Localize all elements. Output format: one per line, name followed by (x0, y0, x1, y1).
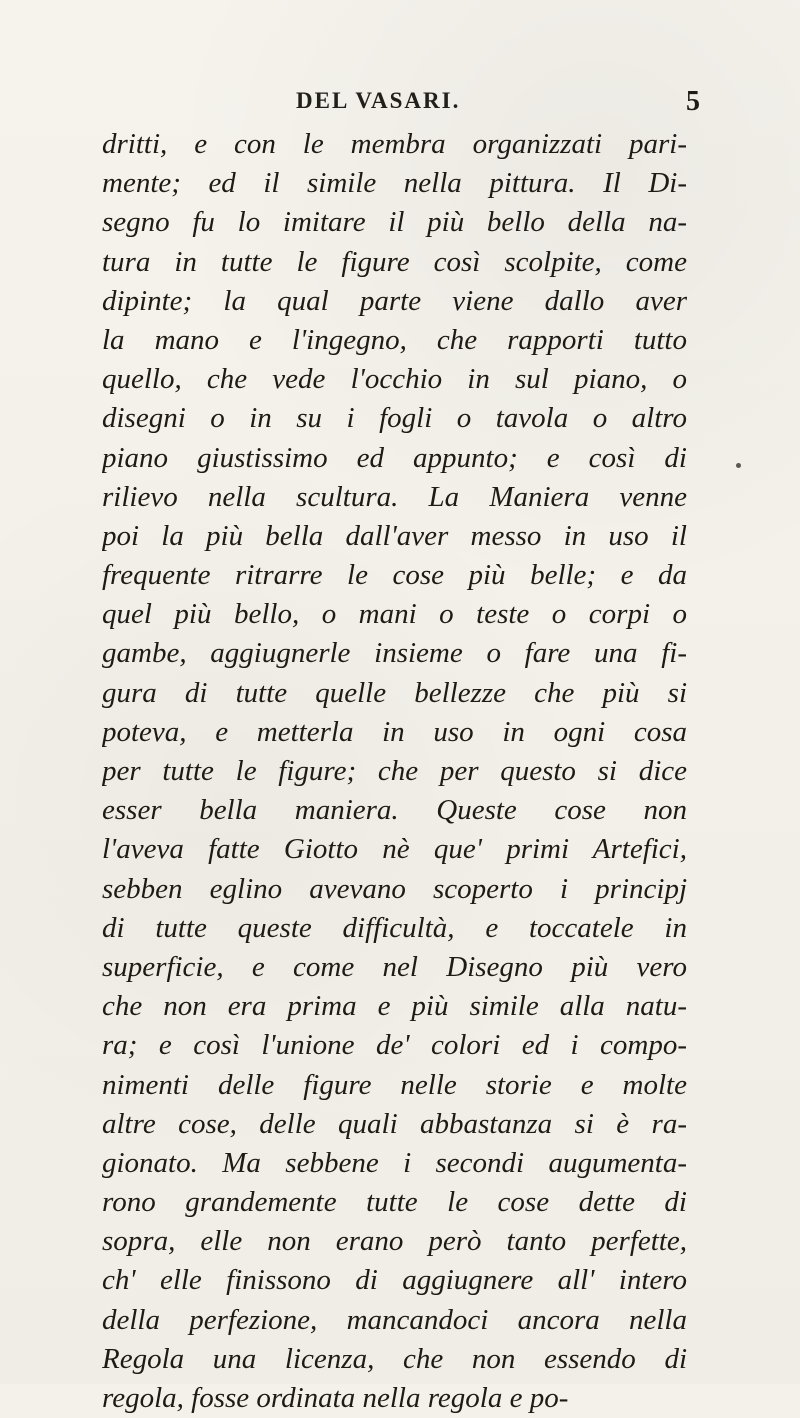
text-line: per tutte le figure; che per questo si dice (102, 755, 687, 787)
page-header (0, 88, 800, 128)
text-line: superficie, e come nel Disegno più vero (102, 950, 687, 983)
text-line: sebben eglino avevano scoperto i principj (102, 872, 687, 905)
text-line: tura in tutte le figure così scolpite, come (102, 245, 687, 278)
text-line: dipinte; la qual parte viene dallo aver (102, 284, 687, 317)
text-line: gura di tutte quelle bellezze che più si (102, 676, 687, 709)
text-line: nimenti delle figure nelle storie e molte (102, 1068, 687, 1101)
text-line: poteva, e metterla in uso in ogni cosa (102, 715, 687, 748)
text-line: sopra, elle non erano però tanto perfette, (102, 1225, 687, 1258)
text-line: di tutte queste difficultà, e toccatele in (102, 911, 687, 944)
text-line: rilievo nella scultura. La Maniera venne (102, 480, 687, 513)
text-line: esser bella maniera. Queste cose non (102, 794, 687, 827)
text-line: quel più bello, o mani o teste o corpi o (102, 598, 687, 631)
text-line: rono grandemente tutte le cose dette di (102, 1186, 687, 1219)
text-line: ra; e così l'unione de' colori ed i compo- (102, 1029, 687, 1062)
text-line: disegni o in su i fogli o tavola o altro (102, 402, 687, 435)
text-line: che non era prima e più simile alla natu- (102, 990, 687, 1023)
text-line: segno fu lo imitare il più bello della na- (102, 206, 687, 239)
text-line: gambe, aggiugnerle insieme o fare una fi- (102, 637, 687, 670)
text-line: quello, che vede l'occhio in sul piano, o (102, 363, 687, 396)
text-line: piano giustissimo ed appunto; e così di (102, 441, 687, 474)
text-line: ch' elle finissono di aggiugnere all' intero (102, 1264, 687, 1297)
text-line: gionato. Ma sebbene i secondi augumenta- (102, 1146, 687, 1179)
text-line: Regola una licenza, che non essendo di (102, 1342, 687, 1375)
ink-speck (736, 463, 741, 468)
running-head: DEL VASARI. (296, 88, 461, 113)
page-number: 5 (686, 86, 700, 117)
text-line: dritti, e con le membra organizzati pari- (102, 128, 687, 160)
text-line: mente; ed il simile nella pittura. Il Di- (102, 167, 687, 200)
text-line: regola, fosse ordinata nella regola e po- (102, 1382, 569, 1414)
text-line: della perfezione, mancandoci ancora nella (102, 1303, 687, 1336)
text-line: frequente ritrarre le cose più belle; e da (102, 559, 687, 592)
text-line: altre cose, delle quali abbastanza si è ra- (102, 1107, 687, 1140)
text-line: poi la più bella dall'aver messo in uso il (102, 519, 687, 552)
text-line: l'aveva fatte Giotto nè que' primi Artefici, (102, 833, 687, 866)
main-text (102, 125, 687, 1418)
text-line: la mano e l'ingegno, che rapporti tutto (102, 323, 687, 356)
